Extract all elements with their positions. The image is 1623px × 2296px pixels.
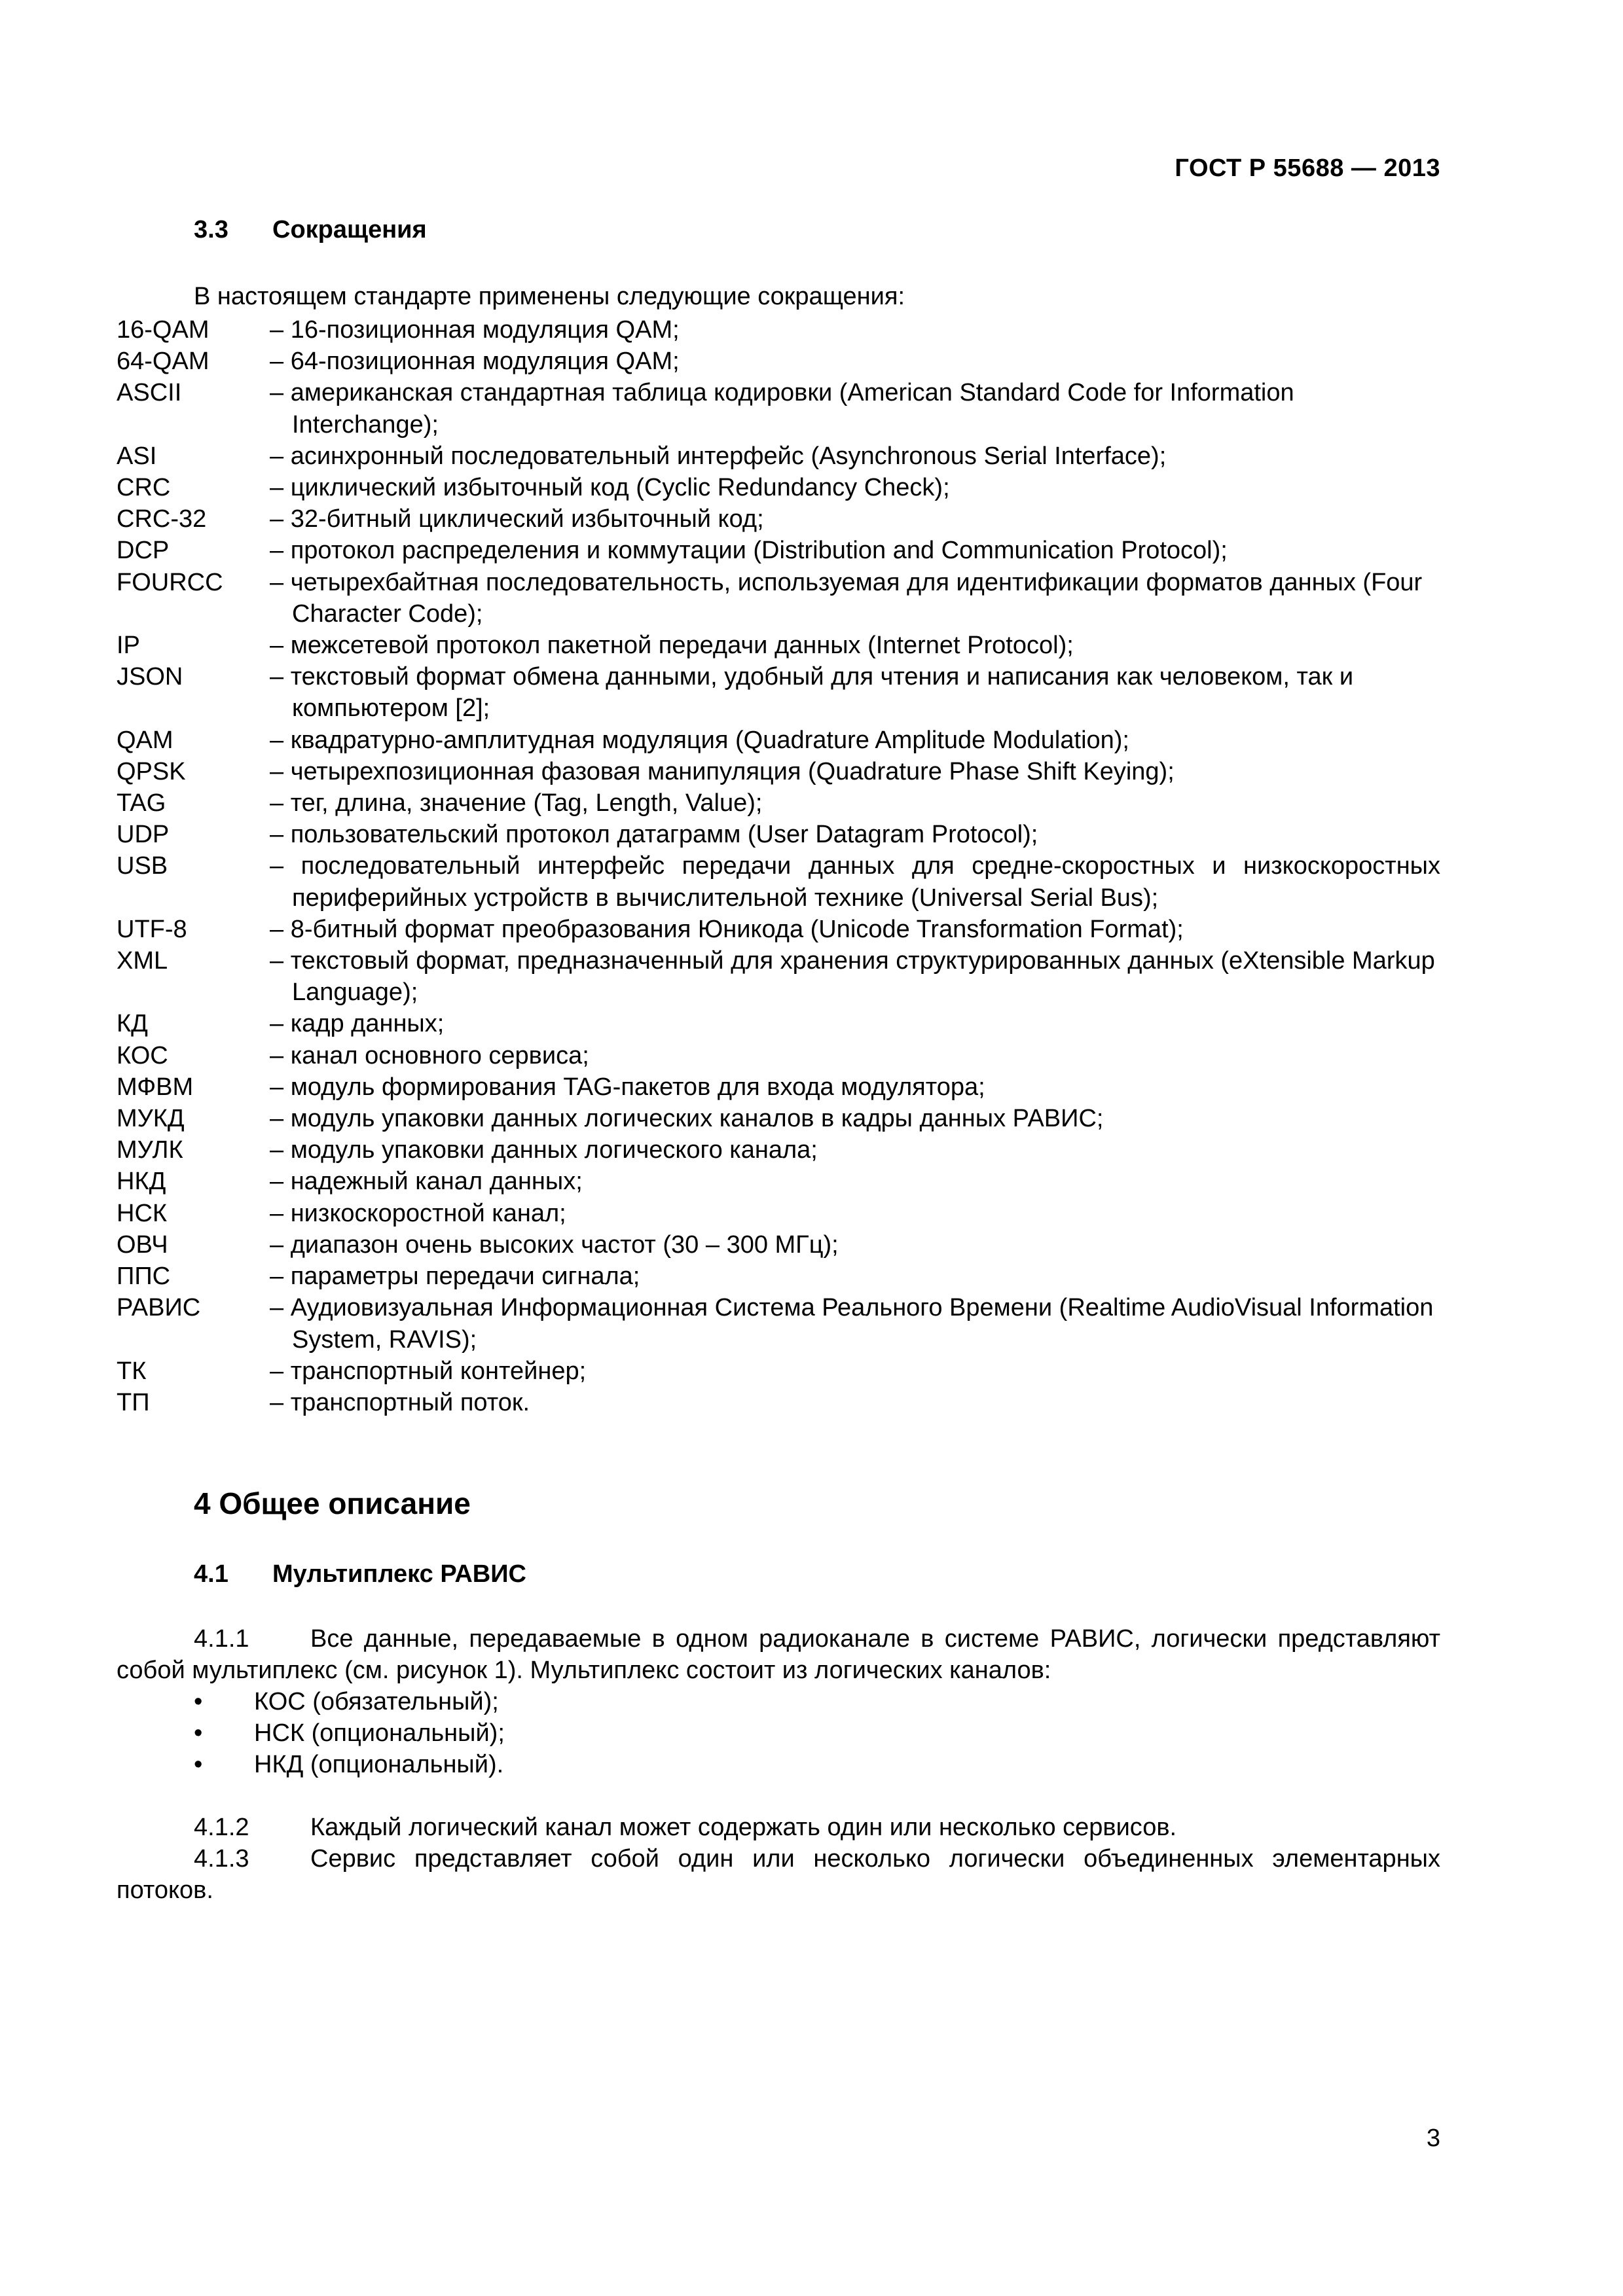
abbreviation-term: QAM xyxy=(117,726,173,754)
abbreviation-term: МФВМ xyxy=(117,1073,194,1101)
abbreviation-row xyxy=(117,1166,1440,1197)
list-item xyxy=(194,1717,505,1749)
abbreviation-definition: – 64-позиционная модуляция QAM; xyxy=(270,348,680,376)
abbreviation-definition: – модуль формирования TAG-пакетов для входа модулятора; xyxy=(270,1073,985,1101)
logical-channels-list xyxy=(194,1686,505,1781)
abbreviation-term: НКД xyxy=(117,1168,166,1196)
abbreviation-definition: – транспортный поток. xyxy=(270,1388,530,1416)
chapter-4-heading: 4 Общее описание xyxy=(194,1486,471,1520)
paragraph-number: 4.1.2 xyxy=(194,1814,249,1841)
abbreviation-term: TAG xyxy=(117,789,166,817)
abbreviation-row xyxy=(117,1355,1440,1387)
abbreviation-row xyxy=(117,567,1440,630)
abbreviation-definition: – транспортный контейнер; xyxy=(270,1357,587,1385)
abbreviation-definition: – протокол распределения и коммутации (Distribution and Communication Protocol); xyxy=(270,537,1228,565)
abbreviations-intro: В настоящем стандарте применены следующие сокращения: xyxy=(194,283,905,310)
abbreviation-definition: – модуль упаковки данных логических каналов в кадры данных РАВИС; xyxy=(270,1105,1104,1133)
abbreviation-definition: – 8-битный формат преобразования Юникода (Unicode Transformation Format); xyxy=(270,915,1184,943)
abbreviation-definition: – четырехбайтная последовательность, используемая для идентификации форматов данных (Four Character Code); xyxy=(270,568,1423,628)
abbreviation-term: 16-QAM xyxy=(117,316,210,344)
abbreviation-term: CRC xyxy=(117,474,171,502)
abbreviation-row xyxy=(117,787,1440,819)
abbreviation-row xyxy=(117,314,1440,346)
abbreviation-definition: – параметры передачи сигнала; xyxy=(270,1263,640,1291)
abbreviation-row xyxy=(117,819,1440,850)
abbreviation-row xyxy=(117,346,1440,377)
abbreviation-term: НСК xyxy=(117,1199,168,1227)
paragraph-text: Все данные, передаваемые в одном радиоканале в системе РАВИС, логически представляют собой мультиплекс (см. рисунок 1). Мультиплекс состоит из логических каналов: xyxy=(117,1625,1440,1685)
section-4-1-heading xyxy=(194,1560,526,1588)
abbreviation-term: JSON xyxy=(117,663,183,691)
list-item-text: НКД (опциональный). xyxy=(254,1751,504,1779)
paragraph-number: 4.1.1 xyxy=(194,1625,249,1653)
abbreviation-row xyxy=(117,1134,1440,1166)
abbreviation-row xyxy=(117,377,1440,440)
abbreviation-row xyxy=(117,1198,1440,1229)
abbreviation-term: ППС xyxy=(117,1263,171,1291)
paragraph-text: Сервис представляет собой один или несколько логически объединенных элементарных потоков. xyxy=(117,1845,1440,1905)
abbreviation-definition: – циклический избыточный код (Cyclic Redundancy Check); xyxy=(270,474,950,502)
paragraph-4-1-2 xyxy=(117,1812,1440,1843)
abbreviation-term: QPSK xyxy=(117,757,186,785)
abbreviation-definition: – последовательный интерфейс передачи данных для средне-скоростных и низкоскоростных периферийных устройств в вычислительной технике (Universal Serial Bus); xyxy=(270,852,1440,912)
abbreviation-term: IP xyxy=(117,632,140,660)
abbreviation-term: КОС xyxy=(117,1041,168,1069)
abbreviation-term: КД xyxy=(117,1010,148,1038)
abbreviation-row xyxy=(117,1292,1440,1355)
abbreviation-row xyxy=(117,503,1440,535)
abbreviation-definition: – американская стандартная таблица кодировки (American Standard Code for Information Interchange); xyxy=(270,379,1294,439)
abbreviation-row xyxy=(117,1387,1440,1418)
abbreviation-definition: – текстовый формат обмена данными, удобный для чтения и написания как человеком, так и компьютером [2]; xyxy=(270,663,1354,723)
abbreviation-row xyxy=(117,945,1440,1008)
abbreviation-term: ТП xyxy=(117,1388,150,1416)
paragraph-text: Каждый логический канал может содержать один или несколько сервисов. xyxy=(310,1814,1177,1841)
list-item xyxy=(194,1749,505,1780)
list-item-text: НСК (опциональный); xyxy=(254,1719,505,1748)
abbreviation-row xyxy=(117,535,1440,566)
paragraph-number: 4.1.3 xyxy=(194,1845,249,1873)
abbreviation-term: 64-QAM xyxy=(117,348,210,376)
abbreviation-definition: – Аудиовизуальная Информационная Система Реального Времени (Realtime AudioVisual Information System, RAVIS); xyxy=(270,1294,1434,1354)
abbreviation-term: USB xyxy=(117,852,168,880)
abbreviation-row xyxy=(117,1229,1440,1261)
abbreviation-row xyxy=(117,1008,1440,1039)
abbreviation-row xyxy=(117,630,1440,661)
document-header: ГОСТ Р 55688 — 2013 xyxy=(1175,154,1440,182)
abbreviation-row xyxy=(117,1103,1440,1134)
abbreviation-term: РАВИС xyxy=(117,1294,201,1322)
abbreviation-term: ТК xyxy=(117,1357,147,1385)
section-title: Сокращения xyxy=(272,216,427,243)
abbreviation-definition: – квадратурно-амплитудная модуляция (Quadrature Amplitude Modulation); xyxy=(270,726,1129,754)
paragraph-4-1-3 xyxy=(117,1843,1440,1906)
abbreviation-row xyxy=(117,661,1440,724)
abbreviation-definition: – пользовательский протокол датаграмм (User Datagram Protocol); xyxy=(270,821,1038,849)
abbreviation-row xyxy=(117,472,1440,503)
abbreviation-definition: – асинхронный последовательный интерфейс (Asynchronous Serial Interface); xyxy=(270,442,1167,470)
abbreviation-definition: – текстовый формат, предназначенный для хранения структурированных данных (eXtensible Markup Language); xyxy=(270,947,1435,1007)
abbreviation-definition: – межсетевой протокол пакетной передачи данных (Internet Protocol); xyxy=(270,632,1074,660)
abbreviation-term: ASI xyxy=(117,442,157,470)
section-number: 4.1 xyxy=(194,1560,228,1588)
list-item xyxy=(194,1686,505,1717)
section-3-3-heading xyxy=(194,216,427,244)
abbreviation-row xyxy=(117,1040,1440,1071)
abbreviation-term: МУЛК xyxy=(117,1136,183,1164)
section-title: Мультиплекс РАВИС xyxy=(272,1560,526,1588)
abbreviation-definition: – диапазон очень высоких частот (30 – 300 МГц); xyxy=(270,1230,839,1259)
abbreviation-definition: – канал основного сервиса; xyxy=(270,1041,589,1069)
list-item-text: КОС (обязательный); xyxy=(254,1688,499,1715)
bullet-icon: • xyxy=(194,1719,203,1748)
abbreviation-term: FOURCC xyxy=(117,568,223,596)
abbreviation-term: XML xyxy=(117,947,168,975)
abbreviation-row xyxy=(117,440,1440,472)
bullet-icon: • xyxy=(194,1751,203,1779)
abbreviation-definition: – тег, длина, значение (Tag, Length, Value); xyxy=(270,789,763,817)
section-number: 3.3 xyxy=(194,216,228,243)
abbreviation-term: DCP xyxy=(117,537,170,565)
abbreviation-term: UTF-8 xyxy=(117,915,187,943)
abbreviation-term: МУКД xyxy=(117,1105,185,1133)
abbreviation-row xyxy=(117,725,1440,756)
bullet-icon: • xyxy=(194,1688,203,1715)
abbreviation-definition: – модуль упаковки данных логического канала; xyxy=(270,1136,818,1164)
abbreviation-row xyxy=(117,914,1440,945)
abbreviation-row xyxy=(117,850,1440,913)
abbreviation-term: ASCII xyxy=(117,379,182,407)
page-number: 3 xyxy=(1426,2125,1440,2152)
abbreviation-term: UDP xyxy=(117,821,170,849)
abbreviations-list xyxy=(117,314,1440,1418)
abbreviation-definition: – 32-битный циклический избыточный код; xyxy=(270,505,764,533)
paragraph-4-1-1 xyxy=(117,1623,1440,1686)
abbreviation-definition: – кадр данных; xyxy=(270,1010,445,1038)
abbreviation-definition: – 16-позиционная модуляция QAM; xyxy=(270,316,680,344)
abbreviation-definition: – надежный канал данных; xyxy=(270,1168,583,1196)
abbreviation-row xyxy=(117,1071,1440,1103)
abbreviation-row xyxy=(117,1261,1440,1292)
abbreviation-definition: – низкоскоростной канал; xyxy=(270,1199,566,1227)
abbreviation-row xyxy=(117,756,1440,787)
abbreviation-term: ОВЧ xyxy=(117,1230,168,1259)
abbreviation-definition: – четырехпозиционная фазовая манипуляция (Quadrature Phase Shift Keying); xyxy=(270,757,1175,785)
abbreviation-term: CRC-32 xyxy=(117,505,207,533)
